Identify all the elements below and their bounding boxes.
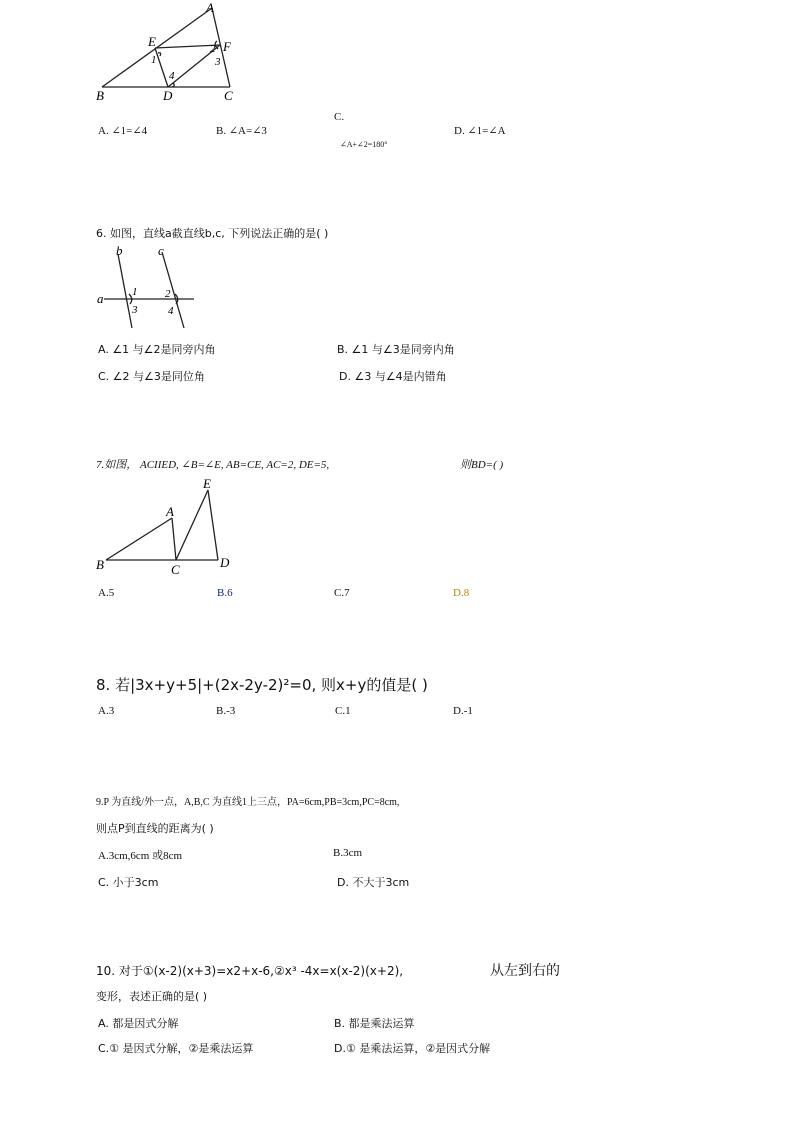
q10-stem-line1-tail: 从左到右的 bbox=[490, 963, 560, 979]
q6-angle-4: 4 bbox=[168, 305, 174, 317]
q6-angle-3: 3 bbox=[132, 304, 138, 316]
q6-lines-figure bbox=[94, 242, 204, 332]
q9-option-a[interactable]: A.3cm,6cm 或8cm bbox=[98, 850, 183, 862]
q10-option-b[interactable]: B. 都是乘法运算 bbox=[334, 1017, 415, 1030]
q9-stem-line2: 则点P到直线的距离为( ) bbox=[96, 822, 214, 835]
q8-option-b[interactable]: B.-3 bbox=[216, 705, 236, 717]
q10-option-c[interactable]: C.① 是因式分解，②是乘法运算 bbox=[98, 1042, 254, 1055]
q7-option-d[interactable]: D.8 bbox=[453, 587, 470, 599]
q5-label-E: E bbox=[148, 34, 156, 49]
q5-label-D: D bbox=[163, 88, 173, 103]
q9-option-b[interactable]: B.3cm bbox=[333, 847, 363, 859]
q6-angle-2: 2 bbox=[165, 288, 171, 300]
q5-option-b[interactable]: B. ∠A=∠3 bbox=[216, 125, 267, 137]
q7-stem-answer: 则BD=( ) bbox=[460, 459, 504, 471]
q6-label-a: a bbox=[97, 291, 104, 306]
q7-label-A: A bbox=[166, 504, 174, 519]
q5-angle-3: 3 bbox=[215, 56, 221, 68]
q6-option-a[interactable]: A. ∠1 与∠2是同旁内角 bbox=[98, 343, 216, 356]
q7-label-E: E bbox=[203, 476, 211, 491]
q8-stem: 8. 若|3x+y+5|+(2x-2y-2)²=0, 则x+y的值是( ) bbox=[96, 676, 428, 694]
q7-label-C: C bbox=[171, 562, 180, 577]
q7-option-c[interactable]: C.7 bbox=[334, 587, 350, 599]
q7-stem: 7.如图， ACIIED, ∠B=∠E, AB=CE, AC=2, DE=5, bbox=[96, 459, 330, 471]
q7-option-a[interactable]: A.5 bbox=[98, 587, 115, 599]
q6-label-c: c bbox=[158, 243, 164, 258]
q5-angle-1: 1 bbox=[151, 54, 157, 66]
q9-stem-line1: 9.P 为直线/外一点，A,B,C 为直线1上三点，PA=6cm,PB=3cm,PC=8cm, bbox=[96, 797, 400, 808]
q5-option-c-body[interactable]: ∠A+∠2=180° bbox=[340, 140, 388, 149]
q5-option-c-head[interactable]: C. bbox=[334, 111, 345, 123]
q6-angle-1: 1 bbox=[132, 286, 138, 298]
q5-triangle-figure bbox=[92, 0, 242, 104]
q10-stem-line1: 10. 对于①(x-2)(x+3)=x2+x-6,②x³ -4x=x(x-2)(x+2), bbox=[96, 964, 404, 978]
q5-label-A: A bbox=[206, 0, 214, 15]
q9-option-c[interactable]: C. 小于3cm bbox=[98, 876, 159, 889]
q6-label-b: b bbox=[116, 243, 123, 258]
q6-stem: 6. 如图，直线a截直线b,c, 下列说法正确的是( ) bbox=[96, 227, 329, 240]
q9-option-d[interactable]: D. 不大于3cm bbox=[337, 876, 410, 889]
q10-option-a[interactable]: A. 都是因式分解 bbox=[98, 1017, 179, 1030]
q10-stem-line2: 变形，表述正确的是( ) bbox=[96, 990, 208, 1003]
q7-option-b[interactable]: B.6 bbox=[217, 587, 233, 599]
q5-angle-2: 2 bbox=[210, 43, 216, 55]
q8-option-c[interactable]: C.1 bbox=[335, 705, 351, 717]
q5-option-d[interactable]: D. ∠1=∠A bbox=[454, 125, 506, 137]
q7-label-D: D bbox=[220, 555, 230, 570]
q6-option-d[interactable]: D. ∠3 与∠4是内错角 bbox=[339, 370, 447, 383]
q6-option-c[interactable]: C. ∠2 与∠3是同位角 bbox=[98, 370, 205, 383]
q7-label-B: B bbox=[96, 557, 104, 572]
q10-option-d[interactable]: D.① 是乘法运算，②是因式分解 bbox=[334, 1042, 491, 1055]
q5-label-B: B bbox=[96, 88, 104, 103]
q6-option-b[interactable]: B. ∠1 与∠3是同旁内角 bbox=[337, 343, 455, 356]
q8-option-d[interactable]: D.-1 bbox=[453, 705, 473, 717]
q5-option-a[interactable]: A. ∠1=∠4 bbox=[98, 125, 148, 137]
q5-angle-4: 4 bbox=[169, 70, 175, 82]
q8-option-a[interactable]: A.3 bbox=[98, 705, 115, 717]
q5-label-F: F bbox=[223, 39, 231, 54]
q5-label-C: C bbox=[224, 88, 233, 103]
q7-figure bbox=[92, 474, 242, 580]
